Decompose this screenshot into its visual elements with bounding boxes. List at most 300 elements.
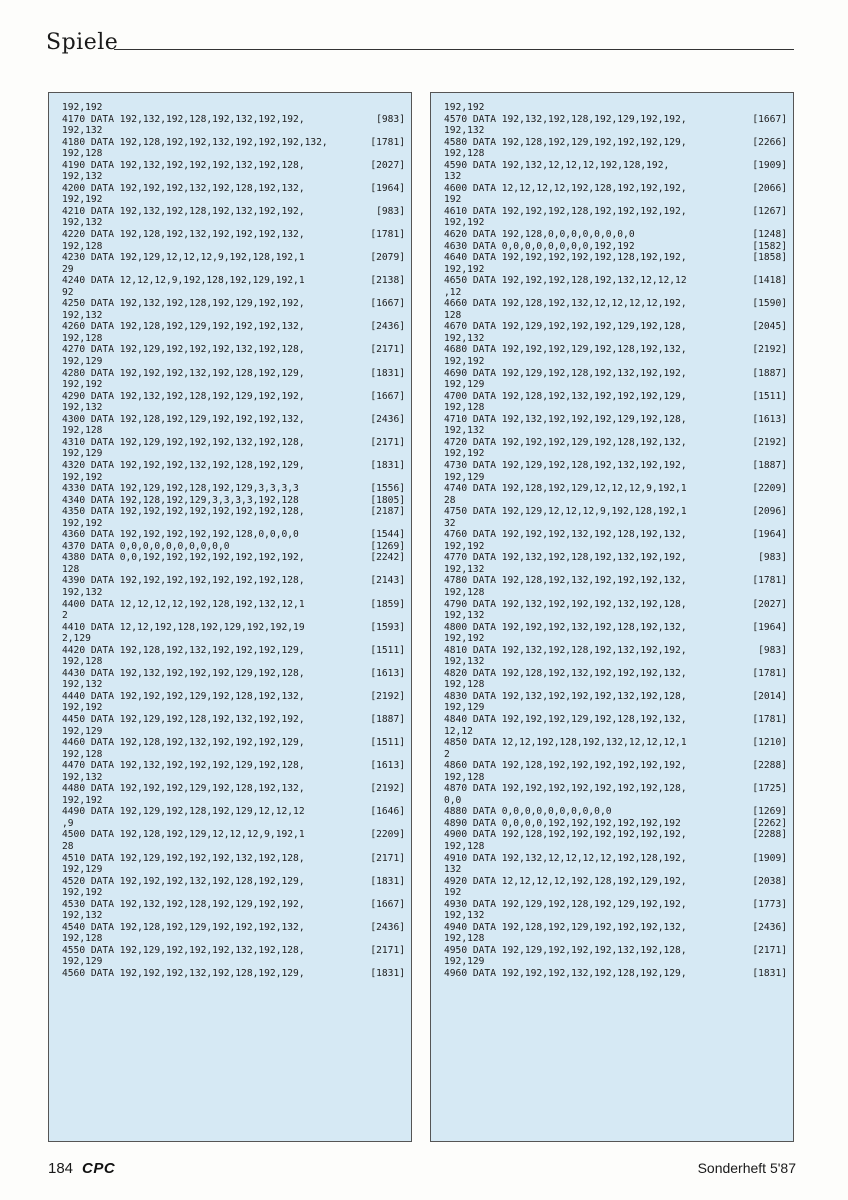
listing-line	[444, 760, 789, 772]
listing-line	[62, 137, 407, 149]
checksum: [1964]	[752, 529, 787, 541]
code-text: 4790 DATA 192,132,192,192,192,132,192,128,	[444, 598, 687, 610]
code-text: 192,132	[444, 910, 485, 922]
code-text: 132	[444, 864, 462, 876]
checksum: [1269]	[370, 540, 405, 552]
checksum: [1582]	[752, 240, 787, 252]
code-text: 4570 DATA 192,132,192,128,192,129,192,192,	[444, 113, 687, 125]
code-text: 4400 DATA 12,12,12,12,192,128,192,132,12,1	[62, 598, 305, 610]
code-text: 192,132	[62, 125, 103, 137]
listing-line	[62, 806, 407, 818]
listing-line	[62, 737, 407, 749]
code-text: 4890 DATA 0,0,0,0,192,192,192,192,192,192	[444, 817, 681, 829]
listing-line	[444, 183, 789, 195]
issue-label: Sonderheft 5'87	[697, 1160, 796, 1176]
code-text: 4870 DATA 192,192,192,192,192,192,192,128,	[444, 783, 687, 795]
listing-line	[62, 241, 407, 253]
code-text: 4630 DATA 0,0,0,0,0,0,0,0,192,192	[444, 240, 635, 252]
checksum: [1511]	[752, 390, 787, 402]
code-text: 192,129	[62, 448, 103, 460]
checksum: [2436]	[370, 413, 405, 425]
code-text: 12,12	[444, 725, 473, 737]
listing-line	[62, 933, 407, 945]
listing-line	[444, 414, 789, 426]
code-text: 192,132	[62, 402, 103, 414]
checksum: [2436]	[752, 921, 787, 933]
code-text: 2,129	[62, 633, 91, 645]
code-text: 128	[62, 563, 80, 575]
checksum: [2187]	[370, 506, 405, 518]
code-text: 4860 DATA 192,128,192,192,192,192,192,192,	[444, 760, 687, 772]
code-text: 28	[62, 841, 74, 852]
listing-line	[444, 552, 789, 564]
code-text: 192,132	[62, 771, 103, 783]
code-text: 192,192	[62, 887, 103, 899]
code-text: 4330 DATA 192,129,192,128,192,129,3,3,3,3	[62, 483, 299, 495]
code-text: 4190 DATA 192,132,192,192,192,132,192,128,	[62, 159, 305, 171]
listing-line	[62, 148, 407, 160]
code-text: 28	[444, 494, 456, 506]
listing-line	[62, 495, 407, 507]
checksum: [1781]	[370, 229, 405, 241]
code-text: 32	[444, 517, 456, 529]
listing-line	[62, 460, 407, 472]
code-text: 4230 DATA 192,129,12,12,12,9,192,128,192,1	[62, 252, 305, 264]
code-text: 192,129	[444, 702, 485, 714]
listing-line	[444, 795, 789, 807]
code-text: 4750 DATA 192,129,12,12,12,9,192,128,192,1	[444, 506, 687, 518]
listing-line	[444, 506, 789, 518]
listing-line	[444, 114, 789, 126]
code-text: 192,192	[444, 263, 485, 275]
code-text: 4780 DATA 192,128,192,132,192,192,192,132,	[444, 575, 687, 587]
listing-line	[62, 656, 407, 668]
listing-line	[444, 310, 789, 322]
code-text: 4940 DATA 192,128,192,129,192,192,192,132,	[444, 921, 687, 933]
code-text: 192,128	[444, 148, 485, 160]
listing-line	[62, 783, 407, 795]
listing-line	[444, 933, 789, 945]
checksum: [1781]	[370, 136, 405, 148]
code-text: 4390 DATA 192,192,192,192,192,192,192,128,	[62, 575, 305, 587]
code-text: 4500 DATA 192,128,192,129,12,12,12,9,192,1	[62, 829, 305, 841]
listing-line	[444, 217, 789, 229]
checksum: [1909]	[752, 852, 787, 864]
checksum: [2171]	[752, 944, 787, 956]
listing-line	[62, 252, 407, 264]
code-text: 4820 DATA 192,128,192,132,192,192,192,132,	[444, 667, 687, 679]
code-text: 4590 DATA 192,132,12,12,12,192,128,192,	[444, 159, 670, 171]
listing-line	[444, 321, 789, 333]
code-text: 192,128	[444, 586, 485, 598]
code-text: 4180 DATA 192,128,192,192,132,192,192,192,132,	[62, 136, 328, 148]
checksum: [2138]	[370, 275, 405, 287]
listing-line	[62, 437, 407, 449]
listing-line	[62, 194, 407, 206]
listing-line	[444, 922, 789, 934]
code-text: 2	[62, 610, 68, 622]
checksum: [1646]	[370, 806, 405, 818]
listing-line	[444, 633, 789, 645]
listing-line	[444, 564, 789, 576]
checksum: [1511]	[370, 737, 405, 749]
listing-line	[444, 229, 789, 241]
code-text: 132	[444, 171, 462, 183]
code-text: 4220 DATA 192,128,192,132,192,192,192,132,	[62, 229, 305, 241]
listing-line	[444, 910, 789, 922]
code-text: 192,128	[62, 148, 103, 160]
listing-line	[444, 333, 789, 345]
code-text: 192,128	[62, 425, 103, 437]
listing-line	[444, 956, 789, 968]
listing-line	[62, 910, 407, 922]
listing-line	[62, 310, 407, 322]
code-text: 4470 DATA 192,132,192,192,192,129,192,128,	[62, 760, 305, 772]
listing-line	[444, 160, 789, 172]
listing-line	[62, 541, 407, 553]
code-text: 192,132	[62, 586, 103, 598]
listing-line	[62, 287, 407, 299]
listing-line	[62, 160, 407, 172]
listing-line	[62, 956, 407, 968]
listing-line	[444, 575, 789, 587]
code-text: 192,132	[444, 610, 485, 622]
listing-line	[444, 425, 789, 437]
checksum: [1831]	[370, 459, 405, 471]
listing-line	[444, 264, 789, 276]
listing-line	[444, 194, 789, 206]
code-text: 192,192	[444, 356, 485, 368]
checksum: [983]	[758, 552, 787, 564]
page-number: 184	[48, 1160, 74, 1177]
code-text: 4600 DATA 12,12,12,12,192,128,192,192,192,	[444, 182, 687, 194]
code-text: 192,192	[62, 702, 103, 714]
code-text: 4420 DATA 192,128,192,132,192,192,192,129,	[62, 644, 305, 656]
listing-column-left	[48, 92, 412, 1142]
listing-line	[444, 287, 789, 299]
code-text: 4740 DATA 192,128,192,129,12,12,12,9,192,1	[444, 483, 687, 495]
listing-line	[62, 333, 407, 345]
code-text: 192,129	[62, 956, 103, 968]
listing-line	[444, 610, 789, 622]
page-footer	[48, 1160, 796, 1184]
checksum: [2192]	[752, 436, 787, 448]
listing-line	[62, 472, 407, 484]
listing-line	[444, 587, 789, 599]
code-text: 4310 DATA 192,129,192,192,192,132,192,128,	[62, 436, 305, 448]
checksum: [1248]	[752, 229, 787, 241]
code-text: 192,132	[444, 656, 485, 668]
code-text: 4290 DATA 192,132,192,128,192,129,192,192,	[62, 390, 305, 402]
checksum: [1831]	[752, 968, 787, 980]
checksum: [1590]	[752, 298, 787, 310]
checksum: [1210]	[752, 737, 787, 749]
code-text: 192,128	[62, 656, 103, 668]
checksum: [1831]	[370, 968, 405, 980]
code-text: 192,192	[62, 471, 103, 483]
code-text: 4710 DATA 192,132,192,192,192,129,192,128,	[444, 413, 687, 425]
listing-line	[62, 321, 407, 333]
listing-line	[62, 275, 407, 287]
checksum: [1831]	[370, 367, 405, 379]
listing-line	[444, 298, 789, 310]
code-text: 4250 DATA 192,132,192,128,192,129,192,192,	[62, 298, 305, 310]
listing-line	[444, 679, 789, 691]
listing-line	[444, 622, 789, 634]
listing-line	[444, 356, 789, 368]
listing-line	[62, 818, 407, 830]
checksum: [2171]	[370, 852, 405, 864]
listing-line	[444, 668, 789, 680]
code-text: 4350 DATA 192,192,192,192,192,192,192,128,	[62, 506, 305, 518]
listing-line	[62, 414, 407, 426]
code-text: 192,192	[62, 379, 103, 391]
code-text: 4800 DATA 192,192,192,132,192,128,192,132,	[444, 621, 687, 633]
listing-line	[62, 668, 407, 680]
listing-line	[444, 853, 789, 865]
listing-line	[62, 968, 407, 980]
code-text: 4730 DATA 192,129,192,128,192,132,192,192,	[444, 459, 687, 471]
checksum: [2266]	[752, 136, 787, 148]
listing-line	[62, 102, 407, 114]
code-text: 4440 DATA 192,192,192,129,192,128,192,132,	[62, 690, 305, 702]
code-text: 192,128	[444, 771, 485, 783]
checksum: [1267]	[752, 205, 787, 217]
checksum: [1667]	[370, 298, 405, 310]
listing-line	[62, 229, 407, 241]
code-text: 29	[62, 263, 74, 275]
listing-line	[62, 575, 407, 587]
listing-line	[62, 587, 407, 599]
listing-line	[62, 749, 407, 761]
code-text: 192,192	[62, 794, 103, 806]
code-text: 4620 DATA 192,128,0,0,0,0,0,0,0,0	[444, 229, 635, 241]
checksum: [1964]	[370, 182, 405, 194]
listing-line	[62, 344, 407, 356]
checksum: [2288]	[752, 760, 787, 772]
listing-line	[444, 645, 789, 657]
listing-line	[62, 483, 407, 495]
code-text: 4770 DATA 192,132,192,128,192,132,192,192,	[444, 552, 687, 564]
checksum: [2288]	[752, 829, 787, 841]
checksum: [1613]	[752, 413, 787, 425]
listing-line	[444, 818, 789, 830]
code-text: 4580 DATA 192,128,192,129,192,192,192,129,	[444, 136, 687, 148]
code-text: 4280 DATA 192,192,192,132,192,128,192,129,	[62, 367, 305, 379]
code-text: 4830 DATA 192,132,192,192,192,132,192,128,	[444, 690, 687, 702]
listing-line	[62, 529, 407, 541]
code-text: 4480 DATA 192,192,192,129,192,128,192,132,	[62, 783, 305, 795]
checksum: [2192]	[370, 690, 405, 702]
listing-line	[62, 448, 407, 460]
listing-line	[444, 448, 789, 460]
checksum: [2171]	[370, 344, 405, 356]
checksum: [2038]	[752, 875, 787, 887]
code-text: 4950 DATA 192,129,192,192,192,132,192,128,	[444, 944, 687, 956]
code-text: 192,132	[444, 125, 485, 137]
code-text: 4490 DATA 192,129,192,128,192,129,12,12,12	[62, 806, 305, 818]
code-text: 192,128	[62, 240, 103, 252]
listing-line	[444, 275, 789, 287]
listing-line	[62, 633, 407, 645]
code-text: 4260 DATA 192,128,192,129,192,192,192,132,	[62, 321, 305, 333]
checksum: [983]	[376, 113, 405, 125]
code-text: 4450 DATA 192,129,192,128,192,132,192,192,	[62, 713, 305, 725]
listing-line	[444, 518, 789, 530]
code-text: 4880 DATA 0,0,0,0,0,0,0,0,0,0	[444, 806, 612, 818]
listing-line	[444, 899, 789, 911]
code-text: 4650 DATA 192,192,192,128,192,132,12,12,12	[444, 275, 687, 287]
listing-line	[444, 368, 789, 380]
listing-line	[444, 541, 789, 553]
checksum: [1887]	[752, 367, 787, 379]
checksum: [2436]	[370, 321, 405, 333]
code-text: 192,132	[444, 425, 485, 437]
listing-line	[444, 783, 789, 795]
checksum: [2171]	[370, 436, 405, 448]
listing-line	[444, 864, 789, 876]
code-text: 4510 DATA 192,129,192,192,192,132,192,128,	[62, 852, 305, 864]
code-text: 192,192	[444, 633, 485, 645]
checksum: [2027]	[370, 159, 405, 171]
code-text: 192,132	[62, 171, 103, 183]
checksum: [2436]	[370, 921, 405, 933]
listing-line	[444, 772, 789, 784]
header-rule	[114, 49, 794, 50]
checksum: [1725]	[752, 783, 787, 795]
listing-line	[62, 217, 407, 229]
listing-line	[444, 702, 789, 714]
listing-line	[62, 841, 407, 853]
listing-line	[62, 125, 407, 137]
code-text: 4930 DATA 192,129,192,128,192,129,192,192,	[444, 898, 687, 910]
listing-line	[62, 171, 407, 183]
listing-line	[444, 483, 789, 495]
checksum: [2143]	[370, 575, 405, 587]
listing-line	[444, 887, 789, 899]
checksum: [1418]	[752, 275, 787, 287]
code-text: 4300 DATA 192,128,192,129,192,192,192,132,	[62, 413, 305, 425]
listing-line	[62, 691, 407, 703]
code-text: 192,192	[62, 517, 103, 529]
listing-line	[444, 945, 789, 957]
checksum: [2242]	[370, 552, 405, 564]
listing-line	[444, 495, 789, 507]
checksum: [2192]	[370, 783, 405, 795]
code-text: 4460 DATA 192,128,192,132,192,192,192,129,	[62, 737, 305, 749]
checksum: [1887]	[370, 713, 405, 725]
code-text: 4680 DATA 192,192,192,129,192,128,192,132,	[444, 344, 687, 356]
code-text: 4700 DATA 192,128,192,132,192,192,192,129,	[444, 390, 687, 402]
listing-line	[444, 749, 789, 761]
checksum: [1805]	[370, 494, 405, 506]
listing-line	[444, 379, 789, 391]
listing-line	[62, 853, 407, 865]
listing-line	[62, 391, 407, 403]
code-text: 4200 DATA 192,192,192,132,192,128,192,132,	[62, 182, 305, 194]
checksum: [1858]	[752, 252, 787, 264]
code-text: 192,128	[62, 332, 103, 344]
listing-line	[62, 114, 407, 126]
listing-line	[62, 922, 407, 934]
listing-line	[62, 599, 407, 611]
listing-line	[62, 945, 407, 957]
code-text: 192,129	[444, 379, 485, 391]
code-text: 4760 DATA 192,192,192,132,192,128,192,132,	[444, 529, 687, 541]
checksum: [983]	[376, 205, 405, 217]
checksum: [1781]	[752, 575, 787, 587]
code-text: 192,192	[444, 217, 485, 229]
listing-line	[62, 183, 407, 195]
code-text: 192,132	[444, 332, 485, 344]
code-text: 4540 DATA 192,128,192,129,192,192,192,132,	[62, 921, 305, 933]
listing-line	[444, 344, 789, 356]
listing-line	[444, 829, 789, 841]
listing-line	[444, 148, 789, 160]
listing-line	[444, 968, 789, 980]
listing-line	[62, 206, 407, 218]
code-text: 192,129	[62, 864, 103, 876]
code-text: 4270 DATA 192,129,192,192,192,132,192,128,	[62, 344, 305, 356]
listing-line	[62, 679, 407, 691]
code-text: 4550 DATA 192,129,192,192,192,132,192,128,	[62, 944, 305, 956]
code-text: 4720 DATA 192,192,192,129,192,128,192,132,	[444, 436, 687, 448]
code-text: 192,192	[444, 448, 485, 460]
checksum: [1544]	[370, 529, 405, 541]
code-text: 4900 DATA 192,128,192,192,192,192,192,192,	[444, 829, 687, 841]
listing-line	[62, 726, 407, 738]
listing-line	[62, 772, 407, 784]
magazine-logo: CPC	[82, 1160, 116, 1177]
code-text: 192,128	[444, 933, 485, 945]
code-text: 192,129	[444, 956, 485, 968]
listing-line	[444, 726, 789, 738]
listing-line	[62, 379, 407, 391]
listing-line	[62, 702, 407, 714]
code-text: 4810 DATA 192,132,192,128,192,132,192,192,	[444, 644, 687, 656]
checksum: [1269]	[752, 806, 787, 818]
checksum: [1773]	[752, 898, 787, 910]
checksum: [2079]	[370, 252, 405, 264]
code-text: 192,132	[62, 679, 103, 691]
listing-line	[444, 737, 789, 749]
code-text: 192,192	[62, 194, 103, 206]
checksum: [1556]	[370, 483, 405, 495]
code-text: 4380 DATA 0,0,192,192,192,192,192,192,192,	[62, 552, 305, 564]
listing-line	[444, 691, 789, 703]
listing-line	[62, 552, 407, 564]
checksum: [1831]	[370, 875, 405, 887]
listing-line	[444, 391, 789, 403]
code-text: 4410 DATA 12,12,192,128,192,129,192,192,19	[62, 621, 305, 633]
code-text: 192	[444, 194, 462, 206]
listing-line	[444, 171, 789, 183]
code-text: 4560 DATA 192,192,192,132,192,128,192,129,	[62, 968, 305, 980]
listing-line	[444, 876, 789, 888]
code-text: 4210 DATA 192,132,192,128,192,132,192,192,	[62, 205, 305, 217]
listing-line	[444, 656, 789, 668]
code-text: 192,132	[62, 217, 103, 229]
code-text: 4670 DATA 192,129,192,192,192,129,192,128,	[444, 321, 687, 333]
code-text: 0,0	[444, 794, 462, 806]
listing-line	[444, 137, 789, 149]
code-text: 192,192	[62, 102, 103, 113]
code-text: 4840 DATA 192,192,192,129,192,128,192,132,	[444, 713, 687, 725]
listing-line	[444, 841, 789, 853]
code-text: 192,192	[444, 540, 485, 552]
code-text: 192,128	[444, 679, 485, 691]
code-text: ,12	[444, 286, 462, 298]
